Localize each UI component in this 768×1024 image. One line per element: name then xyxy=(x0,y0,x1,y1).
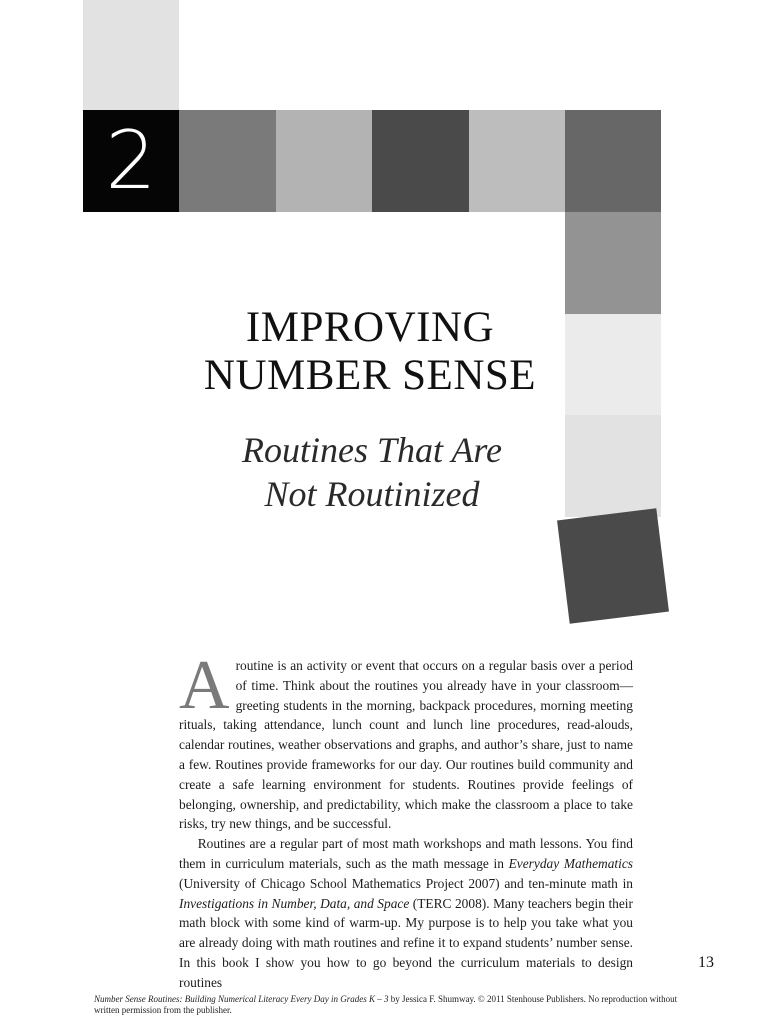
decor-square-top-light xyxy=(83,0,179,110)
drop-cap: A xyxy=(179,647,230,724)
paragraph-1 xyxy=(179,647,633,834)
chapter-subtitle-line-2: Not Routinized xyxy=(264,474,480,514)
book-title-everyday-mathematics: Everyday Mathematics xyxy=(508,855,633,871)
decor-tilted-square xyxy=(557,508,669,623)
chapter-title xyxy=(130,304,610,400)
decor-square-2 xyxy=(276,110,372,212)
paragraph-2-text-a: Routines are a regular part of most math workshops and math lessons. You find them in curriculum materials, such as the math message in xyxy=(179,836,633,871)
page-number: 13 xyxy=(698,954,714,971)
chapter-number-box xyxy=(83,110,179,212)
decor-square-4 xyxy=(469,110,565,212)
copyright-footer xyxy=(94,994,694,1016)
decor-square-3 xyxy=(372,110,469,212)
decor-square-5 xyxy=(565,110,661,212)
paragraph-2-text-b: (University of Chicago School Mathematics Project 2007) and ten-minute math in xyxy=(179,875,633,891)
chapter-subtitle xyxy=(130,428,614,516)
footer-book-title: Number Sense Routines: Building Numerical Literacy Every Day in Grades K – 3 xyxy=(94,994,389,1004)
chapter-title-line-1: IMPROVING xyxy=(245,304,495,351)
book-title-investigations: Investigations in Number, Data, and Space xyxy=(179,895,410,911)
paragraph-2 xyxy=(179,834,633,992)
paragraph-1-text: routine is an activity or event that occurs on a regular basis over a period of time. Think about the routines you already have in your classroom—greeting students in the morning, backpack procedures, morning meeting rituals, taking attendance, lunch count and lunch line procedures, read-alouds, calendar routines, weather observations and graphs, and author’s share, just to name a few. Routines provide frameworks for our day. Our routines build community and create a safe learning environment for students. Routines provide feelings of belonging, ownership, and predictability, which make the classroom a place to take risks, try new things, and be successful. xyxy=(179,658,633,832)
chapter-title-line-2: NUMBER SENSE xyxy=(203,352,537,399)
body-text xyxy=(179,647,633,993)
decor-square-1 xyxy=(179,110,276,212)
footer-credit: by Jessica F. Shumway. © 2011 Stenhouse Publishers. No reproduction without written permission from the publisher. xyxy=(94,994,678,1015)
decor-square-6 xyxy=(565,212,661,314)
chapter-number: 2 xyxy=(105,114,157,207)
paragraph-2-text-c: (TERC 2008). Many teachers begin their math block with some kind of warm-up. My purpose is to help you take what you are already doing with math routines and refine it to expand students’ number sense. In this book I show you how to go beyond the curriculum materials to design routines xyxy=(179,895,633,990)
chapter-subtitle-line-1: Routines That Are xyxy=(242,430,502,470)
